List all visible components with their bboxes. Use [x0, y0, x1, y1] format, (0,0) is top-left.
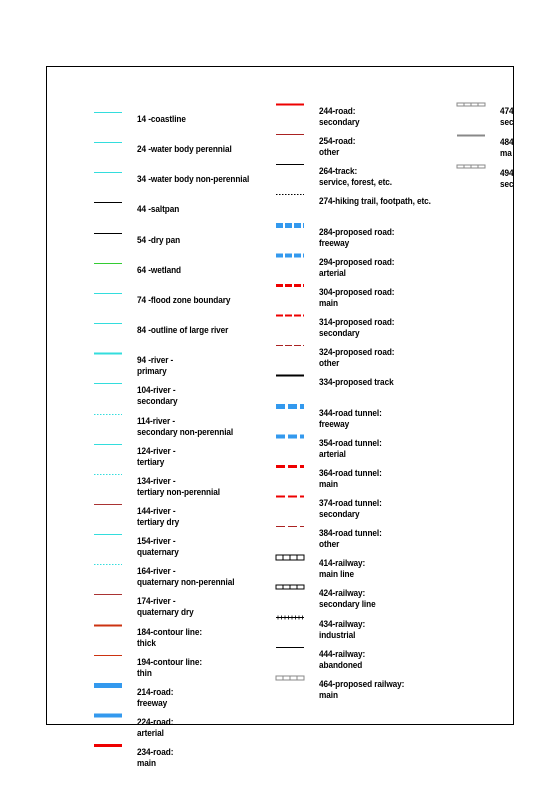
- legend-label-line-1: 54 -dry pan: [137, 234, 181, 246]
- legend-label: [137, 476, 220, 498]
- legend-label-line-1: 354-road tunnel:: [319, 437, 382, 449]
- legend-label-line-1: 364-road tunnel:: [319, 467, 382, 479]
- legend-label: [137, 747, 173, 769]
- line-symbol-icon: [276, 315, 304, 327]
- line-symbol-icon: [94, 534, 122, 546]
- line-symbol-icon: [276, 647, 304, 659]
- legend-label: [137, 596, 194, 618]
- line-symbol-icon: [94, 504, 122, 516]
- line-symbol-icon: [94, 142, 122, 154]
- line-symbol-icon: [457, 104, 485, 116]
- legend-label-line-1: 264-track:: [319, 166, 358, 178]
- legend-label-line-1: 324-proposed road:: [319, 347, 395, 359]
- line-symbol-icon: [94, 383, 122, 395]
- legend-label-line-1: 444-railway:: [319, 648, 366, 660]
- line-symbol-icon: [94, 323, 122, 335]
- line-symbol-icon: [276, 617, 304, 629]
- legend-label: [137, 204, 179, 215]
- legend-label: [319, 528, 382, 550]
- line-symbol-icon: [276, 164, 304, 176]
- legend-label: [137, 265, 181, 276]
- legend-label-line-2: sec: [500, 179, 514, 190]
- legend-label: [319, 227, 394, 249]
- legend-label-line-2: main line: [319, 569, 354, 581]
- legend-label: [137, 687, 173, 709]
- legend-label-line-1: 184-contour line:: [137, 626, 203, 638]
- line-symbol-icon: [276, 134, 304, 146]
- line-symbol-icon: [94, 293, 122, 305]
- legend-label-line-2: freeway: [319, 237, 350, 249]
- line-symbol-icon: [94, 233, 122, 245]
- legend-label-line-1: 64 -wetland: [137, 264, 181, 276]
- legend-label-line-1: 304-proposed road:: [319, 286, 395, 298]
- line-symbol-icon: [94, 625, 122, 637]
- legend-label-line-1: 494: [500, 168, 514, 179]
- line-symbol-icon: [276, 345, 304, 357]
- legend-label-line-1: 84 -outline of large river: [137, 325, 229, 337]
- legend-label-line-1: 334-proposed track: [319, 377, 394, 389]
- legend-label-line-1: 34 -water body non-perennial: [137, 174, 250, 186]
- legend-label: [137, 506, 179, 528]
- legend-label-line-2: service, forest, etc.: [319, 177, 392, 189]
- legend-label-line-1: 174-river -: [137, 596, 176, 608]
- legend-label-line-2: freeway: [137, 697, 168, 709]
- legend-label: [319, 438, 382, 460]
- legend-label-line-2: arterial: [319, 448, 346, 460]
- legend-label-line-2: quaternary: [137, 547, 179, 559]
- legend-label-line-1: 44 -saltpan: [137, 204, 180, 216]
- legend-label-line-2: thin: [137, 667, 152, 679]
- legend-label-line-2: sec: [500, 117, 514, 128]
- legend-label: [319, 196, 431, 207]
- legend-label-line-2: quaternary non-perennial: [137, 577, 235, 589]
- legend-label-line-1: 124-river -: [137, 445, 176, 457]
- legend-label: [137, 235, 180, 246]
- legend-label: [319, 649, 365, 671]
- legend-label-line-1: 74 -flood zone boundary: [137, 294, 231, 306]
- legend-label-line-2: main: [319, 689, 338, 701]
- legend-label-line-2: secondary: [137, 396, 178, 408]
- legend-label-line-2: thick: [137, 637, 156, 649]
- legend-label: [319, 136, 355, 158]
- line-symbol-icon: [276, 436, 304, 448]
- legend-label-line-2: secondary: [319, 508, 360, 520]
- legend-label-line-1: 434-railway:: [319, 618, 366, 630]
- line-symbol-icon: [276, 194, 304, 206]
- legend-label-line-1: 254-road:: [319, 136, 356, 148]
- legend-label: [137, 416, 233, 438]
- line-symbol-icon: [276, 104, 304, 116]
- legend-label-line-1: 24 -water body perennial: [137, 144, 232, 156]
- legend-label-line-1: 214-road:: [137, 686, 174, 698]
- line-symbol-icon: [457, 135, 485, 147]
- legend-label-line-2: secondary: [319, 117, 360, 128]
- line-symbol-icon: [94, 172, 122, 184]
- line-symbol-icon: [276, 556, 304, 568]
- line-symbol-icon: [94, 353, 122, 365]
- line-symbol-icon: [94, 564, 122, 576]
- legend-label-line-1: 284-proposed road:: [319, 226, 395, 238]
- legend-label-line-1: 294-proposed road:: [319, 256, 395, 268]
- legend-label-line-1: 344-road tunnel:: [319, 407, 382, 419]
- legend-label: [137, 295, 230, 306]
- legend-label-line-1: 474: [500, 106, 514, 117]
- legend-label: [137, 385, 178, 407]
- line-symbol-icon: [276, 677, 304, 689]
- legend-label: [500, 168, 514, 190]
- legend-label: [319, 347, 394, 369]
- legend-label: [319, 166, 392, 188]
- legend-label-line-2: main: [137, 758, 156, 770]
- legend-label: [137, 566, 234, 588]
- legend-label-line-2: other: [319, 147, 340, 159]
- legend-label-line-1: 464-proposed railway:: [319, 678, 405, 690]
- line-symbol-icon: [276, 586, 304, 598]
- line-symbol-icon: [276, 466, 304, 478]
- legend-label: [137, 174, 249, 185]
- legend-label-line-2: other: [319, 358, 340, 370]
- legend-label: [137, 144, 232, 155]
- line-symbol-icon: [276, 526, 304, 538]
- legend-label: [137, 657, 202, 679]
- legend-label-line-1: 94 -river -: [137, 355, 174, 367]
- legend-label-line-1: 274-hiking trail, footpath, etc.: [319, 196, 431, 208]
- line-symbol-icon: [94, 594, 122, 606]
- legend-label-line-2: secondary non-perennial: [137, 426, 234, 438]
- legend-label: [319, 408, 382, 430]
- legend-label-line-2: arterial: [137, 728, 164, 739]
- legend-label-line-1: 384-road tunnel:: [319, 528, 382, 540]
- legend-label: [137, 446, 175, 468]
- line-symbol-icon: [276, 285, 304, 297]
- legend-label-line-1: 484: [500, 137, 514, 148]
- legend-label-line-2: primary: [137, 366, 167, 378]
- line-symbol-icon: [276, 406, 304, 418]
- line-symbol-icon: [94, 202, 122, 214]
- line-symbol-icon: [94, 745, 122, 757]
- legend-label: [319, 619, 365, 641]
- line-symbol-icon: [276, 496, 304, 508]
- legend-label: [319, 468, 382, 490]
- legend-label: [319, 588, 376, 610]
- legend-label-line-1: 104-river -: [137, 385, 176, 397]
- legend-label: [500, 106, 514, 128]
- legend-label-line-1: 114-river -: [137, 415, 176, 427]
- legend-label-line-2: quaternary dry: [137, 607, 194, 619]
- legend-label-line-1: 234-road:: [137, 747, 174, 759]
- legend-label-line-2: secondary: [319, 328, 360, 340]
- line-symbol-icon: [94, 474, 122, 486]
- line-symbol-icon: [276, 225, 304, 237]
- legend-label-line-1: 244-road:: [319, 106, 356, 117]
- legend-label-line-1: 134-river -: [137, 475, 176, 487]
- legend-label-line-2: industrial: [319, 629, 356, 641]
- legend-label-line-1: 314-proposed road:: [319, 317, 395, 329]
- legend-label-line-2: abandoned: [319, 659, 363, 671]
- legend-label-line-2: secondary line: [319, 599, 376, 611]
- line-symbol-icon: [94, 414, 122, 426]
- legend-label-line-1: 414-railway:: [319, 558, 366, 570]
- line-symbol-icon: [94, 715, 122, 727]
- legend-label-line-1: 14 -coastline: [137, 114, 186, 125]
- legend-label-line-2: freeway: [319, 418, 350, 430]
- legend-label-line-1: 374-road tunnel:: [319, 497, 382, 509]
- legend-label: [137, 325, 228, 336]
- legend-label-line-2: main: [319, 478, 338, 490]
- legend-label-line-2: arterial: [319, 267, 346, 279]
- legend-label-line-1: 144-river -: [137, 505, 176, 517]
- line-symbol-icon: [276, 255, 304, 267]
- legend-label: [319, 317, 394, 339]
- line-symbol-icon: [94, 444, 122, 456]
- line-symbol-icon: [94, 263, 122, 275]
- legend-label-line-1: 194-contour line:: [137, 656, 203, 668]
- legend-label: [500, 137, 514, 159]
- line-symbol-icon: [276, 375, 304, 387]
- legend-label: [319, 679, 404, 701]
- line-symbol-icon: [94, 685, 122, 697]
- legend-label: [137, 114, 186, 125]
- legend-label-line-2: ma: [500, 148, 512, 159]
- legend-label-line-1: 164-river -: [137, 566, 176, 578]
- line-symbol-icon: [457, 166, 485, 178]
- legend-label-line-2: main: [319, 297, 338, 309]
- line-symbol-icon: [94, 112, 122, 124]
- legend-label: [137, 717, 173, 739]
- legend-label: [137, 627, 202, 649]
- legend-label: [137, 355, 173, 377]
- legend-label: [319, 377, 394, 388]
- legend-label: [137, 536, 179, 558]
- legend-label-line-2: other: [319, 539, 340, 551]
- legend-label: [319, 106, 360, 128]
- legend-label: [319, 257, 394, 279]
- legend-label: [319, 287, 394, 309]
- line-symbol-icon: [94, 655, 122, 667]
- legend-page: [46, 66, 514, 770]
- legend-label-line-2: tertiary dry: [137, 516, 180, 528]
- legend-label-line-1: 424-railway:: [319, 588, 366, 600]
- legend-label-line-2: tertiary: [137, 456, 165, 468]
- legend-label-line-2: tertiary non-perennial: [137, 486, 220, 498]
- legend-label-line-1: 224-road:: [137, 717, 174, 728]
- legend-label-line-1: 154-river -: [137, 536, 176, 548]
- legend-label: [319, 558, 365, 580]
- legend-label: [319, 498, 382, 520]
